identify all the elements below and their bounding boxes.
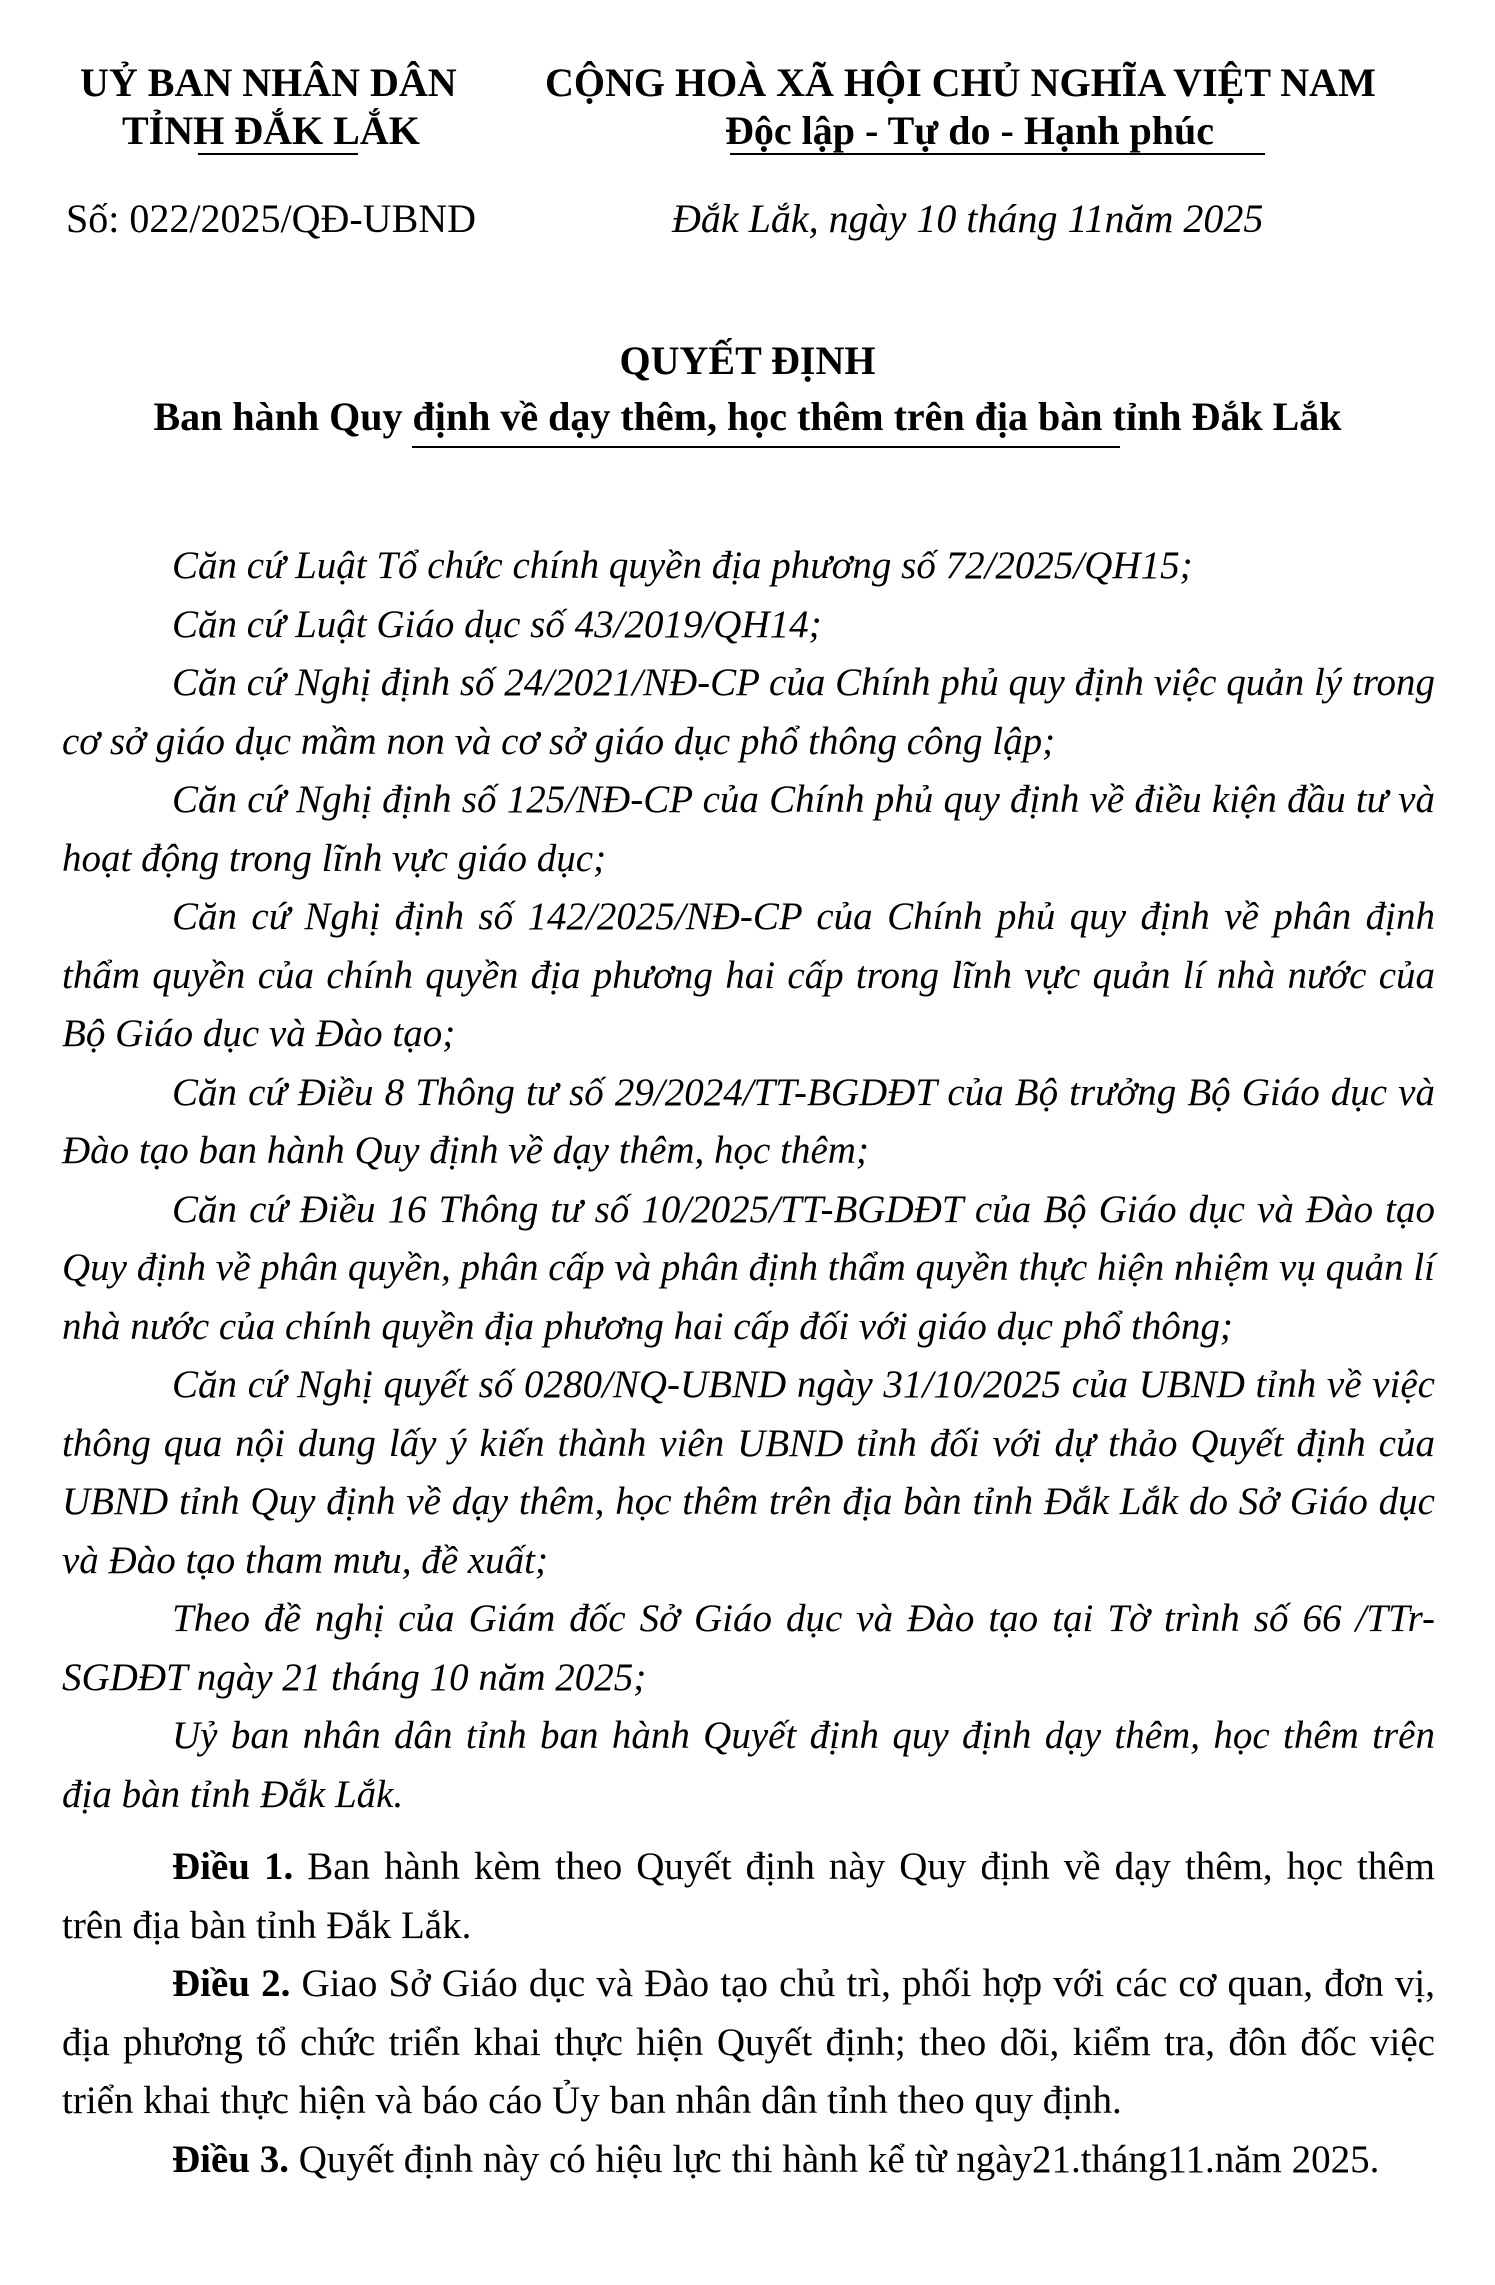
nation-name: CỘNG HOÀ XÃ HỘI CHỦ NGHĨA VIỆT NAM	[545, 60, 1376, 105]
preamble-basis-8: Căn cứ Nghị quyết số 0280/NQ-UBND ngày 31/10/2025 của UBND tỉnh về việc thông qua nội dung lấy ý kiến thành viên UBND tỉnh đối với dự thảo Quyết định của UBND tỉnh Quy định về dạy thêm, học thêm trên địa bàn tỉnh Đắk Lắk do Sở Giáo dục và Đào tạo tham mưu, đề xuất;	[62, 1363, 1435, 1582]
preamble-basis-1: Căn cứ Luật Tổ chức chính quyền địa phương số 72/2025/QH15;	[172, 544, 1193, 587]
article-2-label: Điều 2.	[172, 1962, 291, 2005]
preamble-proposal: Theo đề nghị của Giám đốc Sở Giáo dục và Đào tạo tại Tờ trình số 66 /TTr-SGDĐT ngày 21 tháng 10 năm 2025;	[62, 1597, 1435, 1699]
article-3-text: Quyết định này có hiệu lực thi hành kể từ ngày21.tháng11.năm 2025.	[289, 2137, 1380, 2181]
document-title: QUYẾT ĐỊNH	[619, 338, 876, 383]
article-3	[62, 2131, 1435, 2190]
article-1-text: Ban hành kèm theo Quyết định này Quy định về dạy thêm, học thêm trên địa bàn tỉnh Đắk Lắk.	[62, 1845, 1435, 1947]
article-1-label: Điều 1.	[172, 1845, 294, 1888]
preamble-basis-3: Căn cứ Nghị định số 24/2021/NĐ-CP của Chính phủ quy định việc quản lý trong cơ sở giáo dục mầm non và cơ sở giáo dục phổ thông công lập;	[62, 661, 1435, 763]
agency-name-line2: TỈNH ĐẮK LẮK	[122, 108, 420, 153]
nation-motto: Độc lập - Tự do - Hạnh phúc	[725, 108, 1214, 153]
title-underline	[412, 446, 1120, 448]
preamble-block	[62, 537, 1435, 1824]
document-subtitle: Ban hành Quy định về dạy thêm, học thêm trên địa bàn tỉnh Đắk Lắk	[153, 394, 1342, 439]
articles-block	[62, 1838, 1435, 2189]
place-date: Đắk Lắk, ngày 10 tháng 11năm 2025	[672, 196, 1264, 241]
article-2	[62, 1955, 1435, 2131]
agency-name-line1: UỶ BAN NHÂN DÂN	[80, 60, 457, 105]
preamble-decision: Uỷ ban nhân dân tỉnh ban hành Quyết định quy định dạy thêm, học thêm trên địa bàn tỉnh Đắk Lắk.	[62, 1714, 1435, 1816]
preamble-basis-7: Căn cứ Điều 16 Thông tư số 10/2025/TT-BGDĐT của Bộ Giáo dục và Đào tạo Quy định về phân quyền, phân cấp và phân định thẩm quyền thực hiện nhiệm vụ quản lí nhà nước của chính quyền địa phương hai cấp đối với giáo dục phổ thông;	[62, 1187, 1435, 1348]
preamble-basis-6: Căn cứ Điều 8 Thông tư số 29/2024/TT-BGDĐT của Bộ trưởng Bộ Giáo dục và Đào tạo ban hành Quy định về dạy thêm, học thêm;	[62, 1070, 1435, 1172]
article-3-label: Điều 3.	[172, 2137, 289, 2181]
motto-underline	[730, 153, 1265, 155]
agency-underline	[198, 153, 358, 155]
preamble-basis-2: Căn cứ Luật Giáo dục số 43/2019/QH14;	[172, 602, 822, 646]
document-number: Số: 022/2025/QĐ-UBND	[66, 196, 477, 241]
preamble-basis-5: Căn cứ Nghị định số 142/2025/NĐ-CP của Chính phủ quy định về phân định thẩm quyền của chính quyền địa phương hai cấp trong lĩnh vực quản lí nhà nước của Bộ Giáo dục và Đào tạo;	[62, 895, 1435, 1055]
article-2-text: Giao Sở Giáo dục và Đào tạo chủ trì, phối hợp với các cơ quan, đơn vị, địa phương tổ chức triển khai thực hiện Quyết định; theo dõi, kiểm tra, đôn đốc việc triển khai thực hiện và báo cáo Ủy ban nhân dân tỉnh theo quy định.	[62, 1962, 1436, 2122]
article-1	[62, 1838, 1435, 1955]
preamble-basis-4: Căn cứ Nghị định số 125/NĐ-CP của Chính phủ quy định về điều kiện đầu tư và hoạt động trong lĩnh vực giáo dục;	[62, 778, 1435, 880]
